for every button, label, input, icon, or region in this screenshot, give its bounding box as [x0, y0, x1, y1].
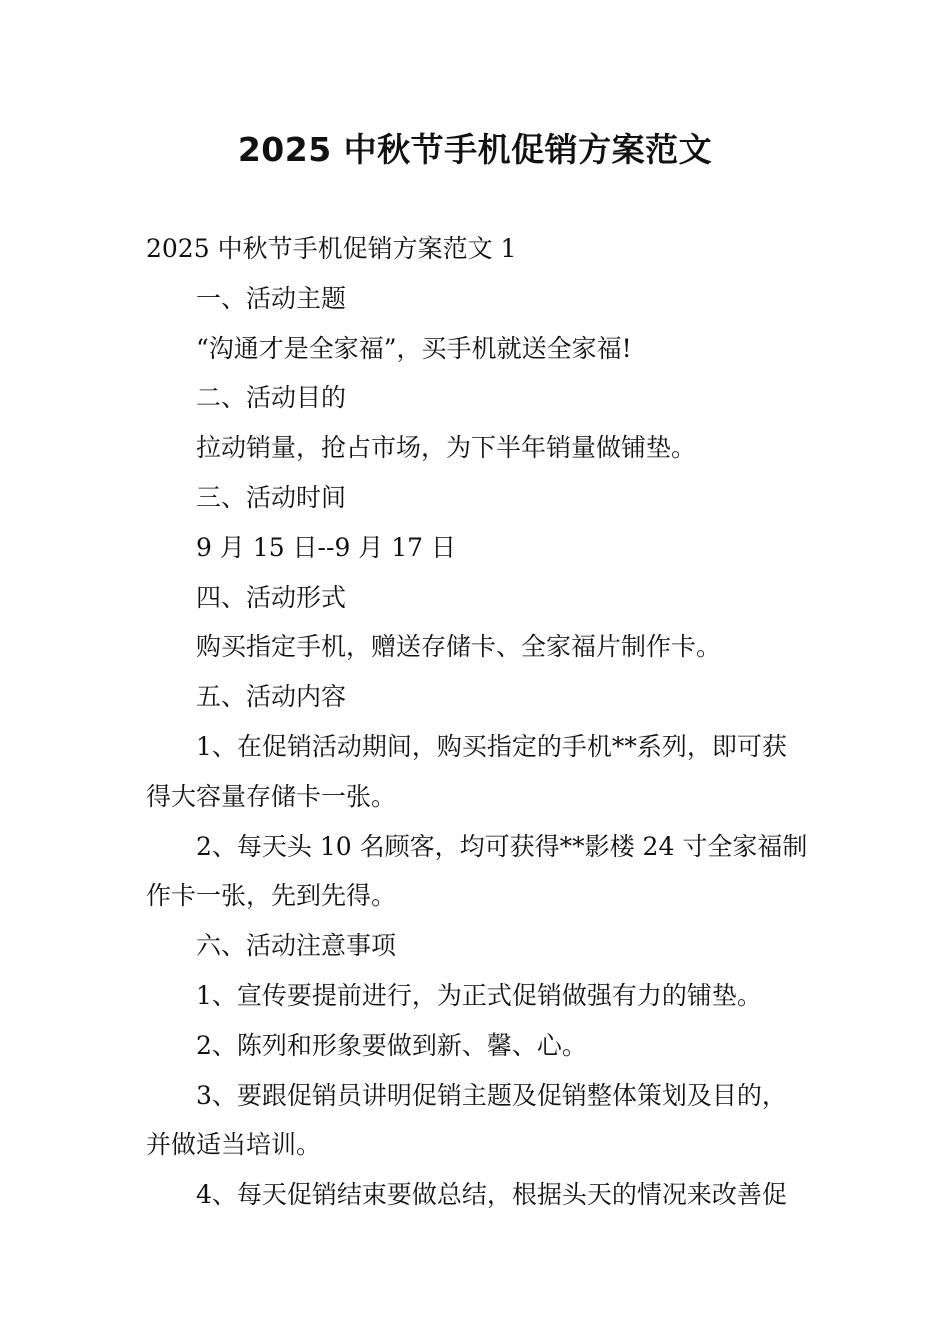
heading-activity-content: 五、活动内容: [196, 682, 347, 712]
paragraph-line: 9 月 15 日--9 月 17 日: [196, 532, 457, 562]
heading-activity-form: 四、活动形式: [196, 582, 347, 612]
paragraph-line: 1、在促销活动期间，购买指定的手机**系列，即可获: [196, 731, 787, 761]
paragraph-line: 4、每天促销结束要做总结，根据头天的情况来改善促: [196, 1180, 787, 1210]
paragraph-line: 购买指定手机，赠送存储卡、全家福片制作卡。: [196, 632, 722, 662]
paragraph-line: 3、要跟促销员讲明促销主题及促销整体策划及目的，: [196, 1080, 787, 1110]
paragraph-line: 1、宣传要提前进行，为正式促销做强有力的铺垫。: [196, 980, 762, 1010]
paragraph-line: 作卡一张，先到先得。: [146, 881, 397, 911]
section-heading: 2025 中秋节手机促销方案范文 1: [146, 234, 517, 263]
paragraph-line: 并做适当培训。: [146, 1130, 322, 1160]
heading-activity-theme: 一、活动主题: [196, 283, 347, 313]
document-body: [146, 224, 808, 1220]
document-title: 2025 中秋节手机促销方案范文: [237, 130, 713, 169]
heading-activity-purpose: 二、活动目的: [196, 383, 347, 413]
paragraph-line: 拉动销量，抢占市场，为下半年销量做铺垫。: [196, 433, 697, 463]
paragraph-line: 2、陈列和形象要做到新、馨、心。: [196, 1030, 587, 1060]
paragraph-line: 得大容量存储卡一张。: [146, 781, 397, 811]
heading-activity-notes: 六、活动注意事项: [196, 931, 397, 961]
paragraph-line: “沟通才是全家福”，买手机就送全家福!: [196, 333, 632, 363]
paragraph-line: 2、每天头 10 名顾客，均可获得**影楼 24 寸全家福制: [196, 831, 808, 861]
heading-activity-time: 三、活动时间: [196, 482, 347, 512]
